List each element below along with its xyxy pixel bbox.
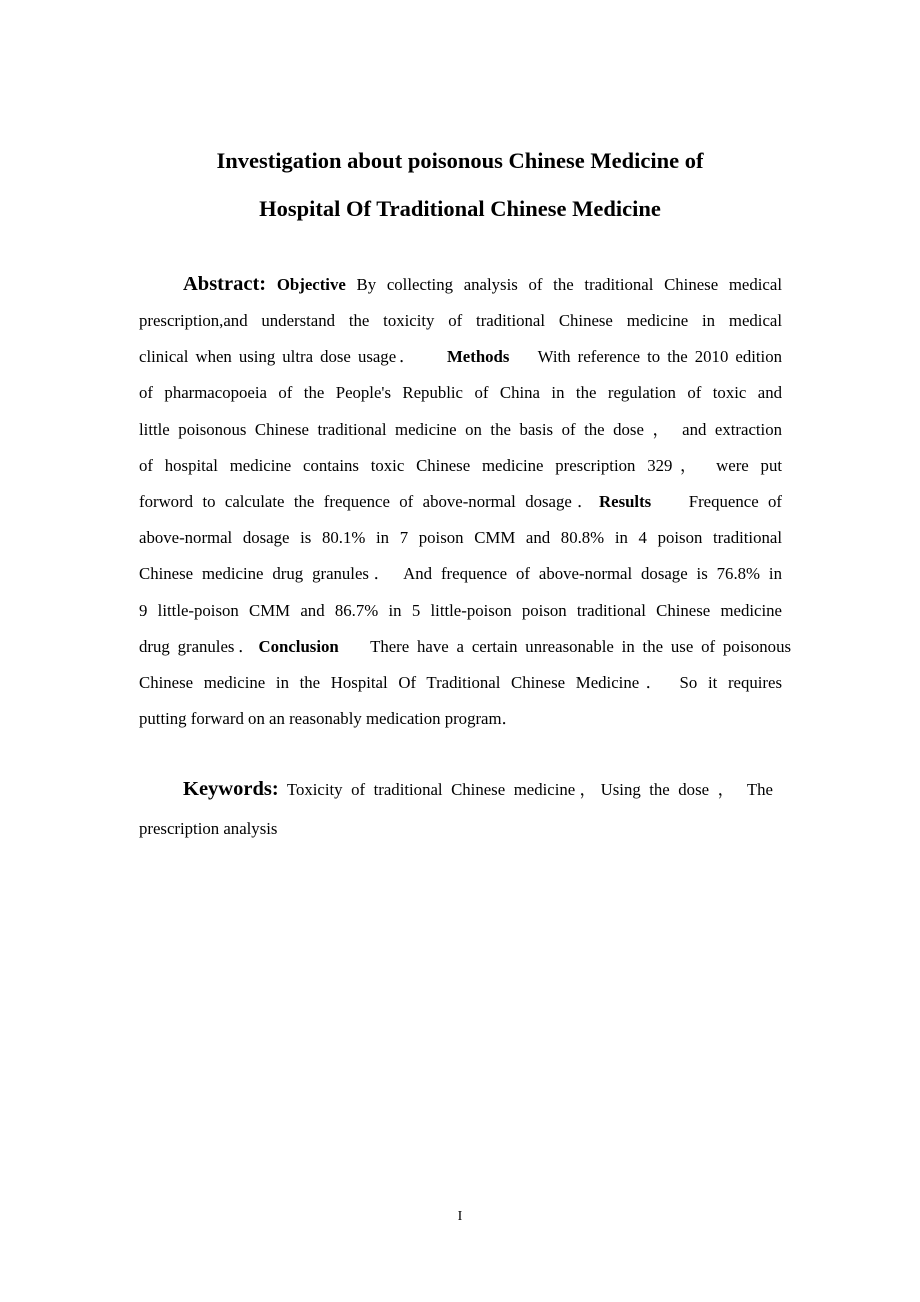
abstract-line: little poisonous Chinese traditional medicine on the basis of the dose ， and extraction xyxy=(139,419,782,439)
abstract-line: putting forward on an reasonably medication program． xyxy=(139,709,519,729)
paper-title-line-1: Investigation about poisonous Chinese Medicine of xyxy=(216,148,704,173)
abstract-text: drug granules． xyxy=(139,636,259,656)
abstract-line xyxy=(139,629,791,665)
keywords-line xyxy=(139,770,773,808)
abstract-section xyxy=(139,265,791,737)
keywords-section xyxy=(139,770,773,847)
keywords-text: Toxicity of traditional Chinese medicine，Using the dose ， The xyxy=(286,780,773,799)
abstract-line: Chinese medicine drug granules． And frequence of above-normal dosage is 76.8% in xyxy=(139,564,782,584)
abstract-line: above-normal dosage is 80.1% in 7 poison CMM and 80.8% in 4 poison traditional xyxy=(139,528,782,548)
keywords-label: Keywords: xyxy=(183,778,279,800)
page-number: I xyxy=(457,1209,463,1224)
results-label: Results xyxy=(599,491,652,511)
abstract-text: By collecting analysis of the traditional Chinese medical xyxy=(345,275,782,294)
abstract-line xyxy=(139,484,782,520)
abstract-text: With reference to the 2010 edition xyxy=(537,347,783,367)
objective-label: Objective xyxy=(276,275,346,294)
abstract-text: clinical when using ultra dose usage． xyxy=(139,347,419,367)
keywords-line: prescription analysis xyxy=(139,819,278,838)
abstract-line: of pharmacopoeia of the People's Republic of China in the regulation of toxic and xyxy=(139,383,782,403)
abstract-line: of hospital medicine contains toxic Chinese medicine prescription 329， were put xyxy=(139,455,782,475)
abstract-text: Frequence of xyxy=(688,491,783,511)
conclusion-label: Conclusion xyxy=(258,636,339,656)
paper-title-line-2: Hospital Of Traditional Chinese Medicine xyxy=(259,196,661,221)
abstract-text: There have a certain unreasonable in the use of poisonous xyxy=(370,636,791,656)
abstract-line: 9 little-poison CMM and 86.7% in 5 little-poison poison traditional Chinese medicine xyxy=(139,600,782,620)
abstract-line: prescription,and understand the toxicity of traditional Chinese medicine in medical xyxy=(139,311,782,330)
abstract-text: forword to calculate the frequence of above-normal dosage． xyxy=(139,491,599,511)
abstract-line xyxy=(139,339,782,375)
abstract-label: Abstract: xyxy=(183,273,267,295)
methods-label: Methods xyxy=(446,347,510,367)
abstract-line xyxy=(139,265,782,303)
abstract-line: Chinese medicine in the Hospital Of Traditional Chinese Medicine． So it requires xyxy=(139,672,782,692)
